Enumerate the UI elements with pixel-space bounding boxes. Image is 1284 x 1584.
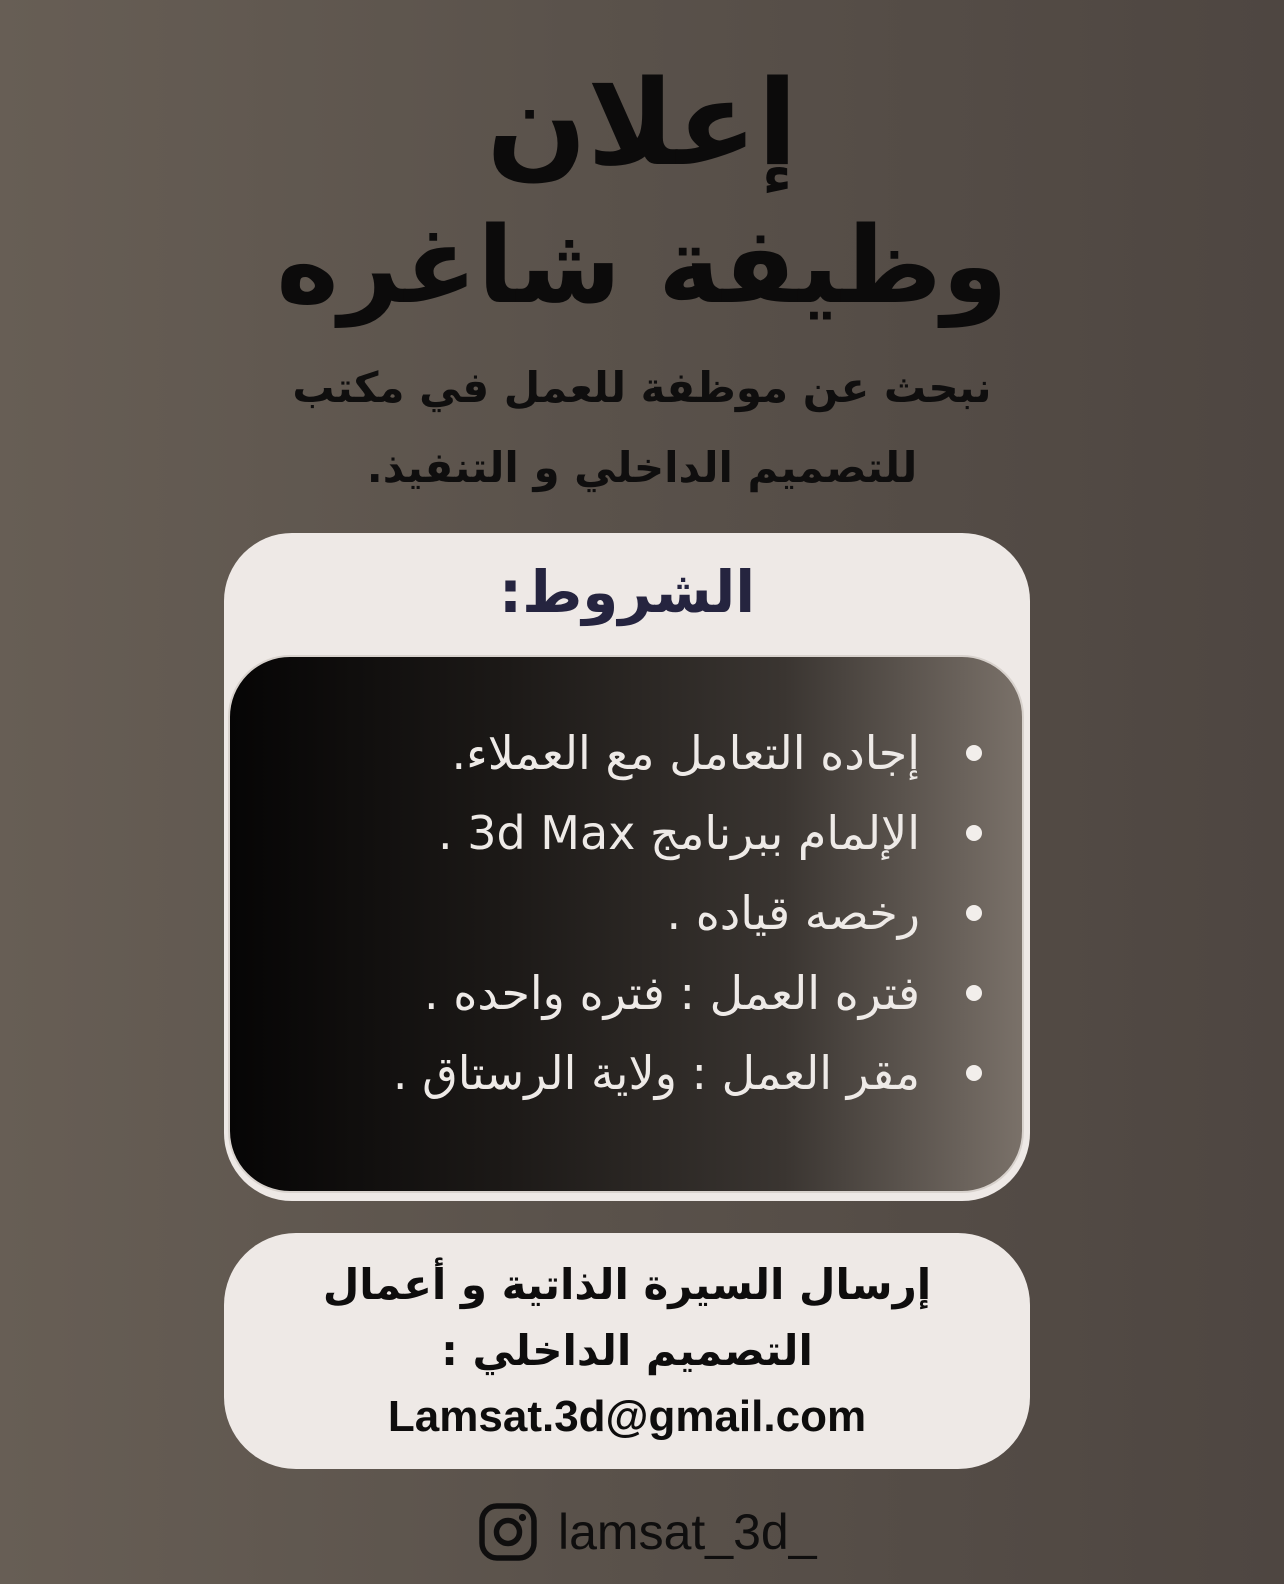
bullet-icon (966, 905, 982, 921)
condition-item (260, 1033, 992, 1113)
condition-item (260, 953, 992, 1033)
condition-text: رخصه قياده . (666, 886, 920, 940)
condition-text: فتره العمل : فتره واحده . (423, 966, 920, 1020)
bullet-icon (966, 1065, 982, 1081)
intro-line-1: نبحث عن موظفة للعمل في مكتب (292, 363, 992, 412)
announcement-title: إعلان (486, 54, 798, 192)
instagram-icon (478, 1502, 538, 1562)
condition-item (260, 713, 992, 793)
condition-text: الإلمام ببرنامج 3d Max . (437, 806, 920, 860)
social-handle[interactable] (478, 1500, 817, 1564)
contact-instruction-line-1: إرسال السيرة الذاتية و أعمال (322, 1260, 932, 1309)
contact-card (224, 1233, 1030, 1469)
conditions-card (224, 533, 1030, 1201)
condition-text: مقر العمل : ولاية الرستاق . (392, 1046, 920, 1100)
contact-email[interactable]: Lamsat.3d@gmail.com (387, 1392, 867, 1441)
conditions-title: الشروط: (498, 558, 756, 626)
bullet-icon (966, 825, 982, 841)
contact-instruction-line-2: التصميم الداخلي : (441, 1326, 813, 1375)
instagram-handle: lamsat_3d_ (558, 1504, 817, 1560)
vacancy-title: وظيفة شاغره (276, 204, 1008, 327)
intro-line-2: للتصميم الداخلي و التنفيذ. (366, 443, 918, 492)
bullet-icon (966, 745, 982, 761)
conditions-panel (228, 655, 1024, 1193)
condition-text: إجاده التعامل مع العملاء. (451, 726, 920, 780)
job-intro-text (280, 348, 1004, 508)
bullet-icon (966, 985, 982, 1001)
condition-item (260, 873, 992, 953)
condition-item (260, 793, 992, 873)
conditions-list (260, 713, 992, 1113)
